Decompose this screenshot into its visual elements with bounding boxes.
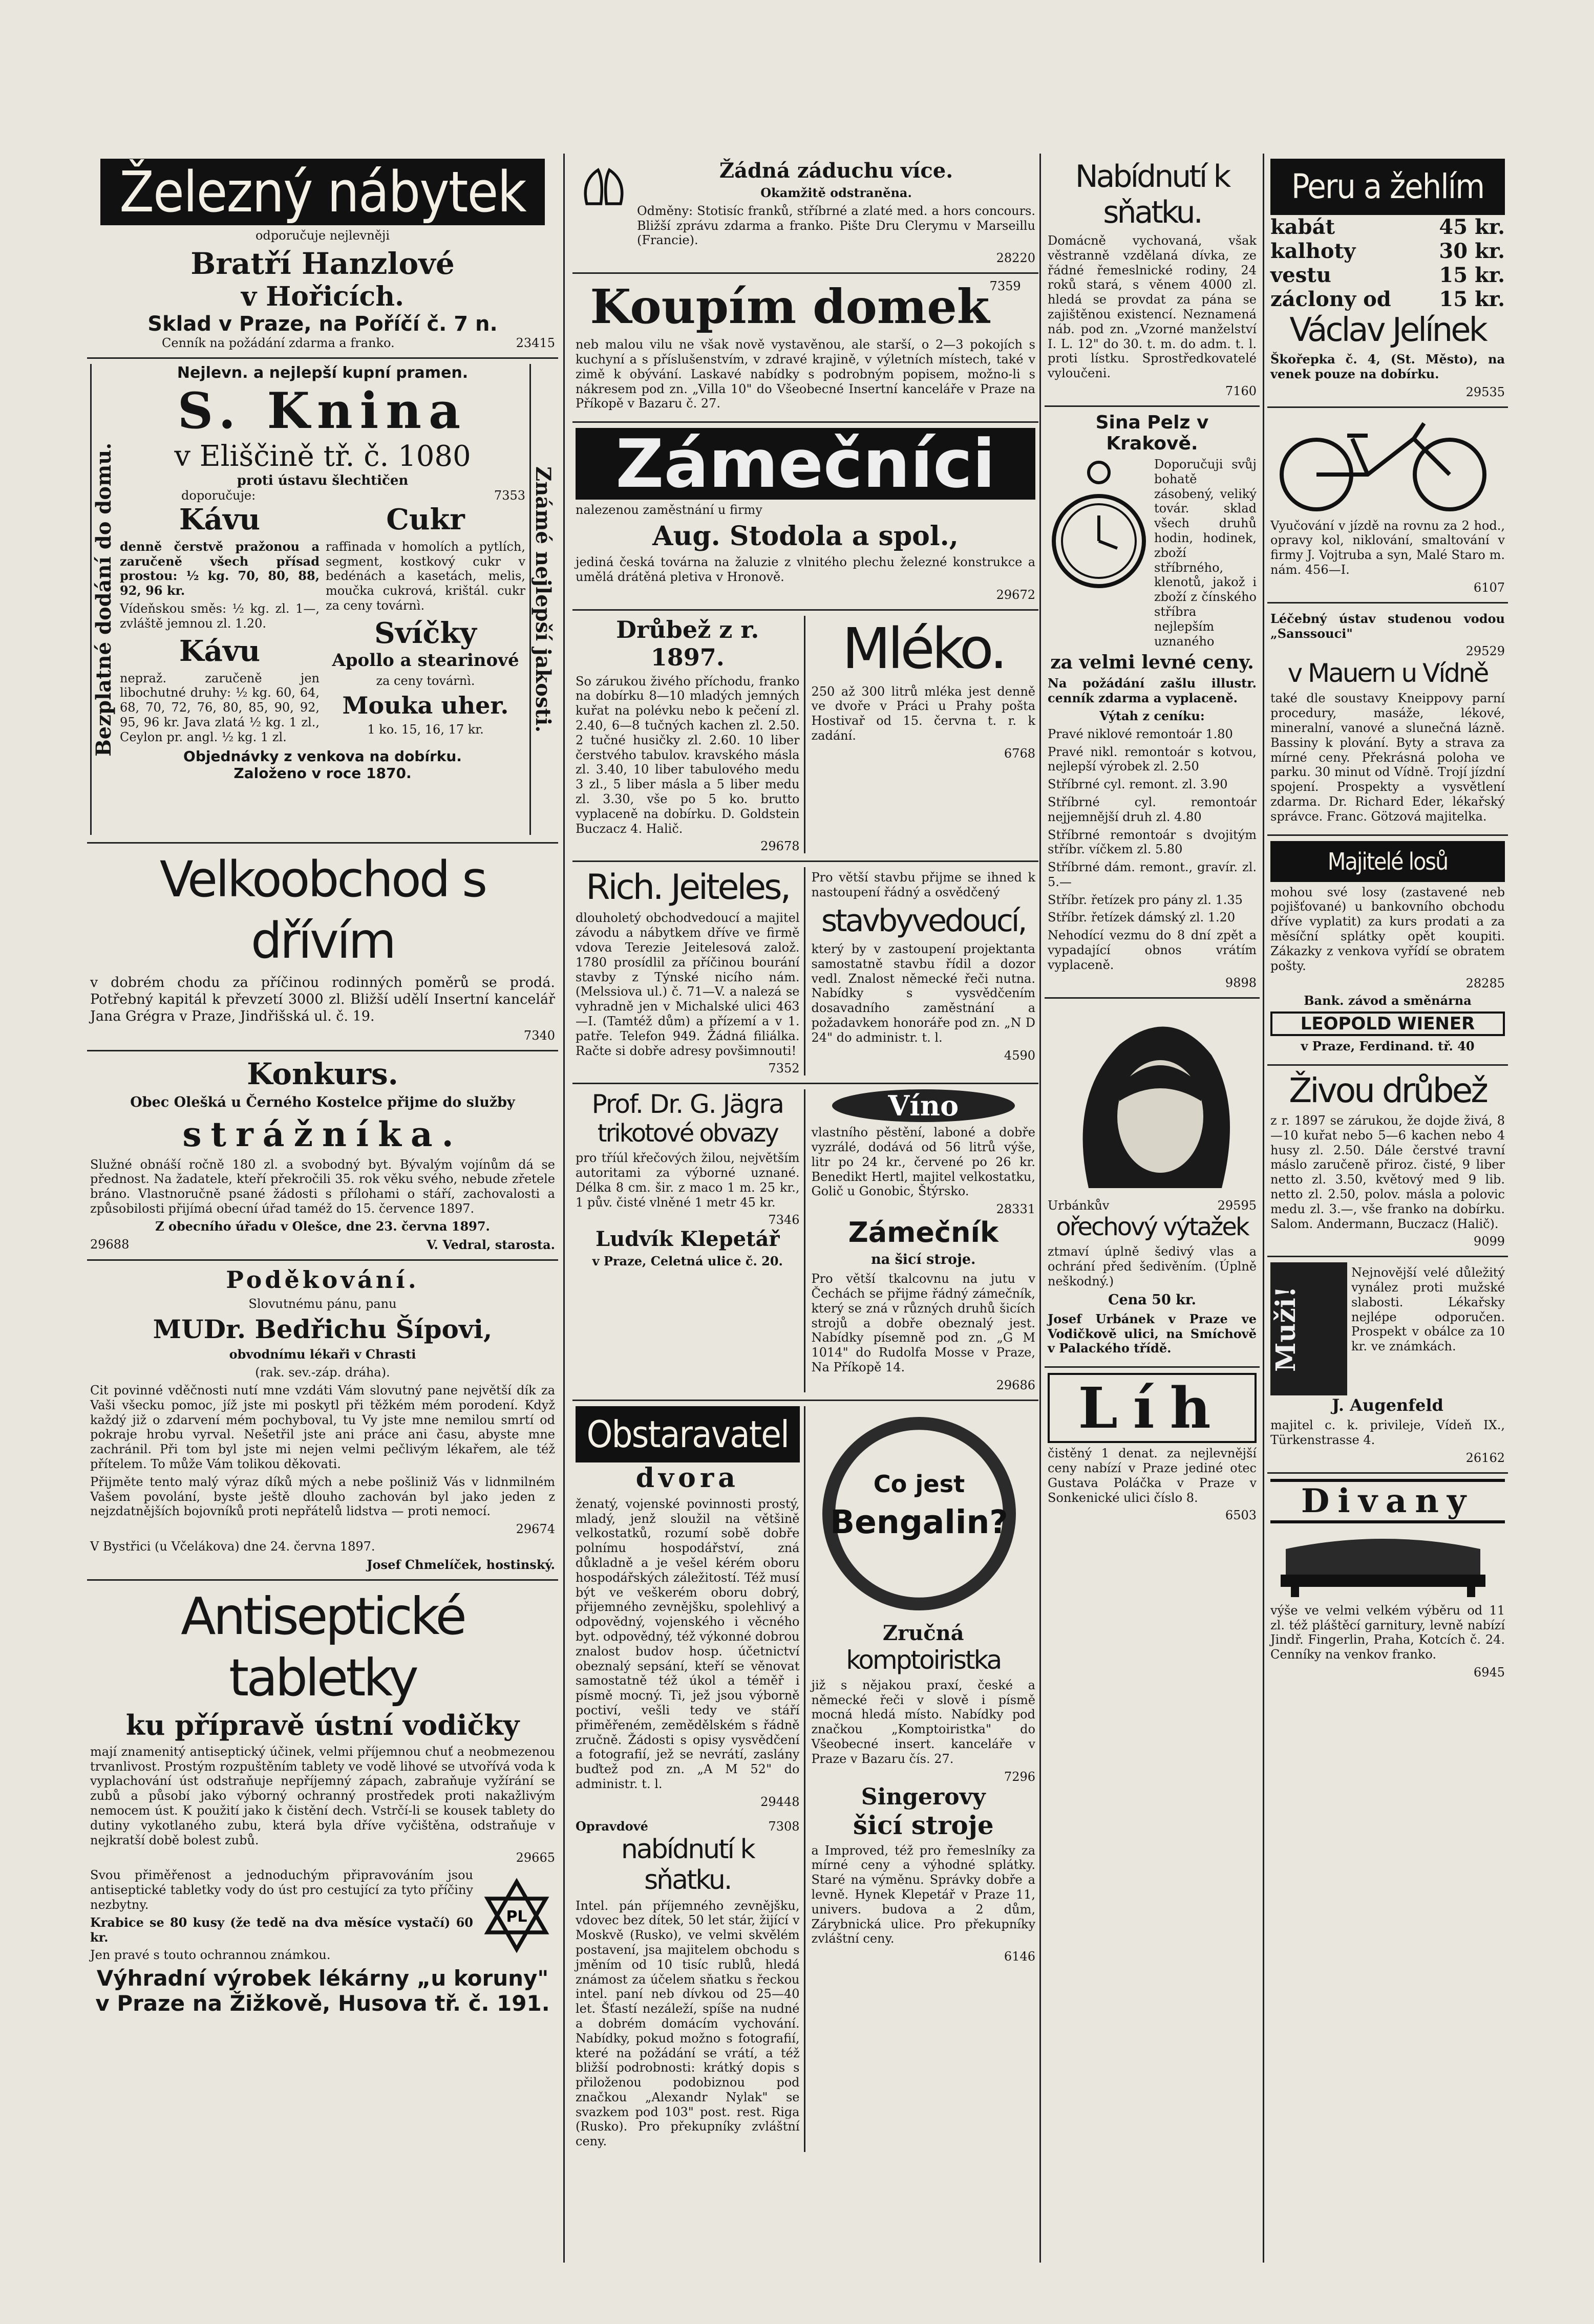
firm-name: Ludvík Klepetář: [595, 1227, 780, 1252]
ad-text: denně čerstvě pražonou a zaručeně všech přísad prostou: ½ kg. 70, 80, 88, 92, 96 kr.: [120, 539, 320, 598]
ad-text: Léčebný ústav studenou vodou „Sanssouci": [1270, 611, 1505, 641]
pocket-watch-icon: [1048, 454, 1150, 608]
ad-domek: [572, 274, 1038, 423]
ad-text: z r. 1897 se zárukou, že dojde živá, 8—10 kuřat nebo 5—6 kachen nebo 4 husy zl. 2.50. Dále čerstvé travní máslo zaručeně přiroz. čisté, 9 liber netto zl. 3.50, květový med 9 lib. netto zl. 2.50, polov. másla a polovic medu zl. 3.—, vše franko na dobírku. Salom. Andermann, Buczacz (Halič).: [1270, 1113, 1505, 1231]
ad-text: Pro větší stavbu přijme se ihned k nastoupení řádný a osvědčený: [811, 870, 1035, 900]
column-3: [1045, 154, 1260, 2263]
bicycle-icon: [1270, 413, 1496, 515]
ad-losy: [1267, 836, 1508, 1066]
ad-jeiteles: [576, 867, 805, 1075]
ad-number: 7160: [1225, 383, 1257, 398]
ad-headline: Koupím domek: [590, 279, 990, 335]
ad-text: výše ve velmi velkém výběru od 11 zl. též pláštěcí garnitury, levně nabízí Jindř. Fingerlin, Praha, Kotcích č. 24. Cenníky na venkov franko.: [1270, 1603, 1505, 1662]
product-heading: Apollo a stearinové: [332, 650, 519, 671]
column-1: [87, 154, 558, 2263]
price-item: Stříbr. řetízek dámský zl. 1.20: [1048, 910, 1236, 925]
ad-headline: Majitelé losů: [1270, 841, 1505, 882]
ad-number: 6503: [1225, 1508, 1257, 1523]
ad-text: Na požádání zašlu illustr. cenník zdarma a vyplaceně.: [1048, 676, 1257, 706]
ad-number: 6146: [1004, 1949, 1035, 1964]
signature: Josef Chmelíček, hostinský.: [367, 1557, 555, 1572]
ad-number: 29448: [760, 1794, 800, 1809]
ad-text: také dle soustavy Kneippovy parní procedury, masáže, lékové, mineralní, vanové a slunečná lázně. Bassiny k plování. Byty a strava za mírné ceny. Překrásná poloha ve parku. 30 minut od Vídně. Trojí jízdní spojení. Prospekty a vysvětlení zdarma. Dr. Richard Eder, lékařský správce. Franc. Götzová majitelka.: [1270, 691, 1505, 824]
ad-mleko: [812, 616, 1036, 854]
ad-text: Domácně vychovaná, však věstranně vzdělaná dívka, ze řádné řemeslnické rodiny, 24 roků stará, s věnem 4000 zl. hledá se provdat za pána se zajištěnou existencí. Neznamená náb. pod zn. „Vzorné manželství I. L. 12" do 30. t. m. do adm. t. l. proti lístku. Sprostředkovatelé vyloučeni.: [1048, 233, 1257, 381]
price-item-value: 15 kr.: [1439, 287, 1505, 311]
ad-text: čistěný 1 denat. za nejlevnější ceny nabízí v Praze jediné otec Gustava Poláčka v Praze v Sonkenické ulici číslo 8.: [1048, 1446, 1257, 1505]
ad-headline: Líh: [1048, 1373, 1257, 1443]
ad-konkurs: [87, 1051, 558, 1261]
ad-headline: Nabídnutí k sňatku.: [1075, 159, 1229, 230]
ad-tablety: [87, 1581, 558, 2023]
ad-text: vlastního pěstění, laboné a dobře vyzrálé, dodává od 56 litrů výše, litr po 24 kr., červené po 26 kr. Benedikt Hertl, majitel velkostatku, Golič u Gonobic, Štýrsko.: [811, 1125, 1035, 1199]
store-address: Sklad v Praze, na Poříčí č. 7 n.: [147, 312, 498, 336]
ad-zaducha: [572, 154, 1038, 274]
ad-text: Nehodící vezmu do 8 dní zpět a vypadající obnos vrátím vyplaceně.: [1048, 928, 1257, 972]
ad-headline: Prof. Dr. G. Jägra: [591, 1089, 783, 1120]
lungs-logo-icon: [576, 159, 632, 215]
bengalin-text: Co jest: [873, 1470, 965, 1498]
price-item-name: záclony od: [1270, 287, 1391, 311]
ad-headline: Poděkování.: [226, 1265, 419, 1294]
ad-headline: Železný nábytek: [100, 159, 545, 225]
ad-headline: Mléko.: [842, 615, 1005, 681]
price-item-name: kabát: [1270, 215, 1335, 239]
ad-headline: šicí stroje: [853, 1810, 994, 1840]
ad-hanzl: [87, 154, 558, 359]
ad-text: Vyučování v jízdě na rovnu za 2 hod., opravy kol, niklování, smaltování v firmy J. Vojtruba a syn, Malé Staro m. nám. 456—I.: [1270, 518, 1505, 577]
ad-text: Obec Olešká u Černého Kostelce přijme do služby: [130, 1094, 515, 1110]
ad-jager: [576, 1089, 805, 1392]
ad-text: So zárukou živého příchodu, franko na dobírku 8—10 mladých jemných kuřat na polévku nebo k pečení zl. 2.40, 6—8 tučných kachen zl. 2.50. 2 tučné husičky zl. 2.60. 10 liber čerstvého tabulov. kravského másla zl. 3.40, 10 liber tabulového medu 3 zl., 5 liber másla a 5 liber medu zl. 3.30, vše po 5 ko. brutto vyplaceně na dobírku. D. Goldstein Buczacz 4. Halič.: [576, 674, 800, 836]
price-item-value: 45 kr.: [1439, 215, 1505, 239]
ad-text: Intel. pán příjemného zevnějšku, vdovec bez dítek, 50 let stár, žijící v Moskvě (Rusko), ve velmi skvělém postavení, jsa majitelem obchodu s jměním od 10 tisíc rublů, hledá známost za účelem sňatku s řeckou intel. paní neb dívkou od 25—40 let. Šťastí nezáleží, spíše na nudné a dobrém domácím vychování. Nabídky, pokud možno s fotografií, které na požádání se vrátí, a též bližší podrobnosti: krátký dopis s přiloženou podobiznou pod značkou „Alexandr Nylak" se svazkem pod 103" post. rest. Riga (Rusko). Pro překupníky zvláštní ceny.: [576, 1898, 800, 2149]
column-rule: [1039, 154, 1041, 2263]
ad-headline: Velkoobchod s dřívím: [159, 850, 486, 970]
ad-podekovani: [87, 1261, 558, 1581]
ad-ziva-drubez: [1267, 1066, 1508, 1257]
price-item: Pravé niklové remontoár 1.80: [1048, 726, 1233, 741]
ad-pelz: [1045, 407, 1260, 999]
signature: V. Vedral, starosta.: [427, 1237, 555, 1252]
ad-text: Odměny: Stotisíc franků, stříbrné a zlaté med. a hors concours. Bližší zprávu zdarma a franko. Pište Dru Clerymu v Marseillu (Francie).: [637, 203, 1035, 248]
ad-zamecnici: [572, 423, 1038, 610]
ad-text: (rak. sev.-záp. dráha).: [255, 1365, 390, 1380]
ad-headline: stavbyvedoucí,: [821, 902, 1026, 939]
ad-number: 9898: [1225, 975, 1257, 990]
ad-number: 9099: [1473, 1234, 1505, 1249]
firm-name: Aug. Stodola a spol.,: [652, 520, 959, 552]
ad-headline: Muži!: [1270, 1262, 1347, 1395]
ad-urbanek: [1045, 999, 1260, 1368]
ad-number: 29529: [1465, 644, 1505, 659]
ad-muzi: [1267, 1257, 1508, 1474]
ad-text: již s nějakou praxí, české a německé řeči v slově i písmě mocná hledá místo. Nabídky pod značkou „Komptoiristka" do Všeobecné insert. kanceláře v Praze v Bazaru čís. 27.: [811, 1677, 1035, 1766]
firm-address: v Eliščině tř. č. 1080: [174, 439, 471, 473]
ad-row-jager-vino: [572, 1084, 1038, 1401]
ad-text: odporučuje nejlevněji: [255, 228, 390, 243]
ad-drubez: [576, 616, 805, 854]
ad-name: MUDr. Bedřichu Šípovi,: [153, 1314, 493, 1345]
price-item-name: vestu: [1270, 263, 1331, 287]
ad-headline: Konkurs.: [247, 1056, 398, 1091]
ad-divany: [1267, 1474, 1508, 1687]
firm-name: S. Knina: [177, 381, 468, 440]
ad-text: Přijměte tento malý výraz díků mých a nebe pošliniž Vás v lidnmilném Vašem povolání, byste ještě dlouho zachován byl jako jeden z nejzdatnějších bojovníků proti nepřátelů lidstva — proti nemocí.: [90, 1474, 555, 1519]
firm-name: Václav Jelínek: [1289, 311, 1486, 349]
price-item: Stříbrné remontoár s dvojitým stříbr. víčkem zl. 5.80: [1048, 827, 1257, 857]
ad-text: Okamžitě odstraněna.: [760, 185, 912, 200]
ad-text: ženatý, vojenské povinnosti prostý, mladý, jenž sloužil na většině velkostatků, rozumí sobě dobře polnímu hospodářství, zná důkladně a je vešel kérém oboru hospodářských záležitostí. Též musí být ve veškerém oboru dobrý, přijemného zevnějšku, spolehlivý a odpovědný, vojenského i věcného byt. odpovědný, též výkonné dobrou znalost budov hosp. účetnictví obeznalý sepsání, kteří se věnovat samostatně též úkol a téměř i písmě mocný. Ti, jež jsou výborně poctiví, vešli tedy ve stáří přiměřeném, zemědělském s řádně zručně. Žádosti s opisy vysvědčení a fotografií, jež se nevrátí, zaslány buďtež pod zn. „A M 52" do administr. t. l.: [576, 1496, 800, 1791]
firm-town: v Hořicích.: [241, 281, 405, 312]
ad-text: Svou přiměřenost a jednoduchým připravováním jsou antiseptické tabletky vody do úst pro cestující za tyto příčiny nezbytny.: [90, 1868, 473, 1912]
ad-mauern: [1267, 604, 1508, 836]
ad-text: V Bystřici (u Včelákova) dne 24. června 1897.: [90, 1539, 375, 1554]
ad-vino-and-zamecnik: [812, 1089, 1036, 1392]
ad-number: 26162: [1465, 1450, 1505, 1465]
ad-pernazehlim: [1267, 154, 1508, 408]
ad-headline: Peru a žehlím: [1270, 159, 1505, 215]
price-list: [1048, 727, 1257, 926]
ad-text: Opravdové: [576, 1818, 648, 1834]
ad-number: 29595: [1217, 1198, 1257, 1213]
ad-number: 29678: [760, 839, 800, 854]
ad-number: 6945: [1473, 1665, 1505, 1680]
side-banner: Známé nejlepší jakosti.: [529, 364, 555, 835]
ad-headline: Obstaravatel: [576, 1406, 800, 1462]
ad-number: 29686: [996, 1378, 1035, 1392]
ad-stavbyvedouci: [812, 867, 1036, 1075]
ad-text: proti ústavu šlechtičen: [237, 472, 409, 488]
ad-headline: Žádná záduchu více.: [719, 159, 953, 183]
ad-number: 7353: [494, 488, 525, 503]
price-item-value: 15 kr.: [1439, 263, 1505, 287]
ad-headline: strážníka.: [182, 1114, 463, 1154]
ad-number: 29674: [516, 1522, 555, 1537]
ad-bengalin: [812, 1406, 1036, 2152]
ad-obstaravatel: [576, 1406, 805, 2152]
ad-text: Urbánkův: [1048, 1198, 1110, 1213]
ad-row-obstaravatel: [572, 1401, 1038, 2159]
ad-headline: komptoiristka: [846, 1645, 1001, 1675]
ad-text: mají znamenitý antiseptický účinek, velmi příjemnou chuť a neobmezenou trvanlivost. Prostým rozpuštěním tablety ve vodě lihové se utvořívá voda k vyplachování úst odstraňuje nepříjemný zápach, zabraňuje vyžírání se zubů a působí jako výborný ochranný prostředek proti nakažlivým nemocem úst. K použití jako k čistění dech. Vstrčí-li se kousek tablety do dutiny vykotlaného zubu, která byla dříve vyčištěna, odstraňuje v nejkratší době bolest zubů.: [90, 1744, 555, 1847]
ad-text: Cit povinné vděčnosti nutí mne vzdáti Vám slovutný pane největší dík za Vaši všecku pomoc, jíž jste mi poskytl při těžkém mém porodení. Když každý již o zdarvení mém pochyboval, tu Vy jste mne nemilou smrtí od pokraje hrobu vyrval. Nešetřil jste ani práce ani času, abyste mne zachránil. Při tom byl jste mi nejen velmi pečlivým lékařem, ale též přítelem. To může Vám tolikou děkovati.: [90, 1383, 555, 1471]
ad-text: Vídeňskou směs: ½ kg. zl. 1—, zvláště jemnou zl. 1.20.: [120, 601, 320, 631]
price-list: [1270, 215, 1505, 311]
woman-portrait-illustration: [1048, 1004, 1252, 1198]
ad-headline: v Mauern u Vídně: [1287, 658, 1488, 688]
ad-number: 4590: [1004, 1048, 1035, 1063]
product-heading: Cukr: [386, 502, 465, 536]
ad-number: 7308: [768, 1819, 800, 1834]
ad-text: nalezenou zaměstnání u firmy: [576, 503, 762, 518]
ad-text: v Praze na Žižkově, Husova tř. č. 191.: [95, 1991, 550, 2016]
ad-number: 29535: [1465, 384, 1505, 399]
ad-headline: Živou drůbež: [1289, 1070, 1486, 1110]
ad-number: 29665: [516, 1850, 555, 1865]
ad-text: mohou své losy (zastavené neb pojišťované) u bankovního obchodu dříve vyplatit) za kurs prodati a za měsíční splátky opět koupiti. Zákazky z venkova vyřídí se obratem pošty.: [1270, 885, 1505, 973]
ad-text: Výhradní výrobek lékárny „u koruny": [96, 1966, 549, 1991]
ad-number: 29672: [996, 587, 1035, 602]
ad-headline: Zámečníci: [576, 428, 1035, 500]
ad-text: neb malou vilu ne však nově vystavěnou, ale starší, o 2—3 pokojích s kuchyní a s příslušenstvím, v zdravé krajině, v výletních místech, také v zimě k obývání. Laskavé nabídky s podrobným popisem, možno-li s nákresem pod zn. „Villa 10" do Všeobecné Insertní kanceláře v Praze na Příkopě v Bazaru č. 27.: [576, 337, 1035, 411]
ad-text: v Praze, Celetná ulice č. 20.: [592, 1254, 783, 1269]
column-4: [1267, 154, 1508, 2263]
ad-text: Doporučuji svůj bohatě zásobený, veliký továr. sklad všech druhů hodin, hodinek, zboží stříbrného, klenotů, jakož i zboží z čínského stříbra nejlepším uznaného: [1154, 457, 1257, 649]
ad-number: 28331: [996, 1202, 1035, 1217]
ad-text: Škořepka č. 4, (St. Město), na venek pouze na dobírku.: [1270, 352, 1505, 381]
ad-text: Jen pravé s touto ochrannou známkou.: [90, 1948, 331, 1963]
side-banner: Bezplatné dodání do domu.: [90, 364, 116, 835]
ad-headline: Divany: [1270, 1479, 1505, 1523]
ad-subheadline: ku přípravě ústní vodičky: [125, 1708, 520, 1741]
ad-text: Nejlevn. a nejlepší kupní pramen.: [177, 363, 469, 382]
ad-snatek: [1045, 154, 1260, 407]
ad-text: Nejnovější velé důležitý vynález proti mužské slabosti. Lékařsky nejlépe odporučen. Prospekt v obálce za 10 kr. ve známkách.: [1351, 1265, 1505, 1354]
product-heading: Mouka uher.: [342, 691, 509, 719]
ad-number: 23415: [516, 335, 555, 350]
ad-text: doporučuje:: [181, 488, 256, 503]
ad-text: dlouholetý obchodvedoucí a majitel závodu a nábytkem dříve ve firmě vdova Terezie Jeitelesová založ. 1780 prosídlil za příčinou bourání stavby z Týnské nicího nám. (Melssiova ul.) č. 71—V. a nalezá se vyhradně jen v Michalské ulici 463—I. (Tamtéž dům) a přízemí a v 1. patře. Telefon 949. Žádná filiálka. Račte si dobře adresy povšimnouti!: [576, 911, 800, 1058]
ad-row-jeiteles-stavby: [572, 862, 1038, 1084]
ad-text: v Praze, Ferdinand. tř. 40: [1301, 1039, 1475, 1054]
ad-text: neprаž. zaručeně jen libochutné druhy: ½ kg. 60, 64, 68, 70, 72, 76, 80, 85, 90, 92, 95, 96 kr. Java zlatá ½ kg. 1 zl., Ceylon pr. angl. ½ kg. 1 zl.: [120, 671, 320, 744]
ad-text: Bank. závod a směnárna: [1304, 993, 1472, 1008]
ad-text: a Improved, též pro řemeslníky za mírné ceny a výhodné splátky. Staré na výměnu. Správky dobře a levně. Hynek Klepetář v Praze 11, univers. budova a 2 dům, Zárybnická ulice. Pro překupníky zvláštní ceny.: [811, 1843, 1035, 1946]
product-heading: Kávu: [179, 502, 261, 536]
ad-text: Pro větší tkalcovnu na jutu v Čechách se přijme řádný zámečník, který se zná v různých druhů šicích strojů a dobře obeznalý jest. Nabídky písemně pod zn. „G M 1014" do Rudolfa Mosse v Praze, Na Příkopě 14.: [811, 1272, 1035, 1374]
ad-headline: ořechový výtažek: [1056, 1213, 1248, 1242]
ad-text: Založeno v roce 1870.: [233, 764, 412, 782]
ad-number: 7352: [768, 1061, 800, 1076]
ad-number: 29688: [90, 1237, 130, 1252]
column-2: [572, 154, 1038, 2263]
ad-text: Služné obnáší ročně 180 zl. a svobodný byt. Bývalým vojínům dá se přednost. Na žadatele, kteří překročili 35. rok věku svého, nebude zřetele bráno. Vlastnoručně psané žádosti s přílohami o stáří, zachovalosti a způsobilosti přijímá obecní úřad taméž do 15. července 1897.: [90, 1157, 555, 1216]
ad-number: 7340: [523, 1028, 555, 1043]
ad-text: Z obecního úřadu v Olešce, dne 23. června 1897.: [155, 1218, 490, 1234]
ad-number: 6768: [1004, 746, 1035, 761]
price-item: Stříbr. řetízek pro pány zl. 1.35: [1048, 892, 1243, 907]
bengalin-emblem: [812, 1406, 1027, 1621]
ad-text: obvodnímu lékaři v Chrasti: [229, 1347, 416, 1362]
ad-text: za ceny továrnì.: [376, 673, 475, 688]
ad-text: v dobrém chodu za příčinou rodinných poměrů se prodá. Potřebný kapitál k převzetí 3000 zl. Bližší udělí Insertní kancelář Jana Grégra v Praze, Jindřišská ul. č. 19.: [90, 974, 555, 1024]
price-item: Stříbrné dám. remont., gravír. zl. 5.—: [1048, 860, 1257, 889]
bengalin-text: Bengalin?: [830, 1503, 1008, 1541]
ad-headline: Zručná: [882, 1621, 964, 1645]
column-rule: [1263, 154, 1264, 2263]
ad-text: raffinada v homolích a pytlích, segment, kostkový cukr v bedénách a kasetách, melis, moučka cukrová, krištál. cukr za ceny továrnì.: [326, 539, 525, 613]
ad-knina: [87, 359, 558, 844]
ad-lih: [1045, 1368, 1260, 1530]
ad-number: 7359: [989, 279, 1021, 294]
ad-headline: Sina Pelz v Krakově.: [1095, 412, 1209, 454]
star-of-david-icon: [478, 1877, 555, 1954]
ad-number: 7346: [768, 1213, 800, 1228]
price-item: Stříbrné cyl. remontoár nejjemnější druh zl. 4.80: [1048, 794, 1257, 824]
firm-name: LEOPOLD WIENER: [1270, 1012, 1505, 1036]
price-item: Pravé nikl. remontoár s kotvou, nejlepší výrobek zl. 2.50: [1048, 744, 1257, 774]
ad-headline: nabídnutí k sňatku.: [621, 1834, 754, 1896]
ad-text: Josef Urbánek v Praze ve Vodičkově ulici, na Smíchově v Palackého třídě.: [1048, 1311, 1257, 1356]
ad-text: majitel c. k. privileje, Vídeň IX., Türkenstrasse 4.: [1270, 1418, 1505, 1448]
ad-text: Cenník na požádání zdarma a franko.: [162, 335, 395, 350]
price-item: Stříbrné cyl. remont. zl. 3.90: [1048, 777, 1228, 792]
ad-headline: Singerovy: [861, 1783, 986, 1810]
ad-subheadline: dvora: [635, 1462, 739, 1494]
ad-headline: Drůbež z r. 1897.: [616, 615, 759, 671]
ad-text: Cena 50 kr.: [1108, 1292, 1197, 1308]
ad-number: 6107: [1473, 580, 1505, 595]
ad-headline: Rich. Jeiteles,: [586, 867, 790, 908]
ad-drivi: [87, 844, 558, 1051]
firm-name: J. Augenfeld: [1332, 1395, 1443, 1415]
ad-text: Slovutnému pánu, panu: [248, 1296, 397, 1311]
sofa-illustration: [1270, 1523, 1496, 1600]
ad-text: jediná česká továrna na žaluzie z vlnitého plechu železné konstrukce a umělá drátěná pletiva v Hronově.: [576, 554, 1035, 584]
column-rule: [563, 154, 565, 2263]
ad-headline: Víno: [832, 1089, 1015, 1122]
ad-headline: za velmi levné ceny.: [1050, 652, 1254, 674]
ad-text: Objednávky z venkova na dobírku.: [183, 747, 462, 765]
price-item-value: 30 kr.: [1439, 239, 1505, 263]
price-item-name: kalhoty: [1270, 239, 1356, 263]
ad-text: ztmaví úplně šedivý vlas a ochrání před šedivěním. (Úplně neškodný.): [1048, 1244, 1257, 1289]
ad-number: 7296: [1004, 1769, 1035, 1784]
ad-text: pro tříúl křečových žilou, největším autoritami za výborné uznané. Délka 8 cm. šir. z maco 1 m. 25 kr., 1 pův. čisté vlněné 1 metr 45 kr.: [576, 1151, 800, 1210]
ad-number: 28285: [1465, 976, 1505, 991]
ad-headline: Antiseptické tabletky: [181, 1586, 464, 1708]
ad-text: na šicí stroje.: [871, 1252, 976, 1268]
ad-subheadline: trikotové obvazy: [597, 1119, 778, 1148]
ad-text: 1 ko. 15, 16, 17 kr.: [367, 722, 484, 737]
ad-text: Krabice se 80 kusy (že tedě na dva měsíce vystačí) 60 kr.: [90, 1914, 473, 1945]
ad-row-drubez-mleko: [572, 611, 1038, 863]
ad-kolo: [1267, 408, 1508, 604]
product-heading: Kávu: [179, 634, 261, 668]
ad-text: Výtah z ceníku:: [1099, 708, 1205, 723]
product-heading: Svíčky: [374, 616, 477, 650]
ad-text: 250 až 300 litrů mléka jest denně ve dvoře v Práci u Prahy pošta Hostivař od 15. června t. r. k zadání.: [811, 684, 1035, 743]
trademark-text: PL: [506, 1907, 527, 1926]
firm-name: Bratří Hanzlové: [190, 246, 455, 281]
ad-headline: Zámečník: [848, 1216, 998, 1249]
ad-number: 28220: [996, 251, 1035, 266]
ad-text: který by v zastoupení projektanta samostatně stavbu řídil a dozor vedl. Znalost německé řeči nutna. Nabídky s vysvědčením dosavadního zaměstnání a požadavkem honoráře pod zn. „N D 24" do administr. t. l.: [811, 941, 1035, 1045]
